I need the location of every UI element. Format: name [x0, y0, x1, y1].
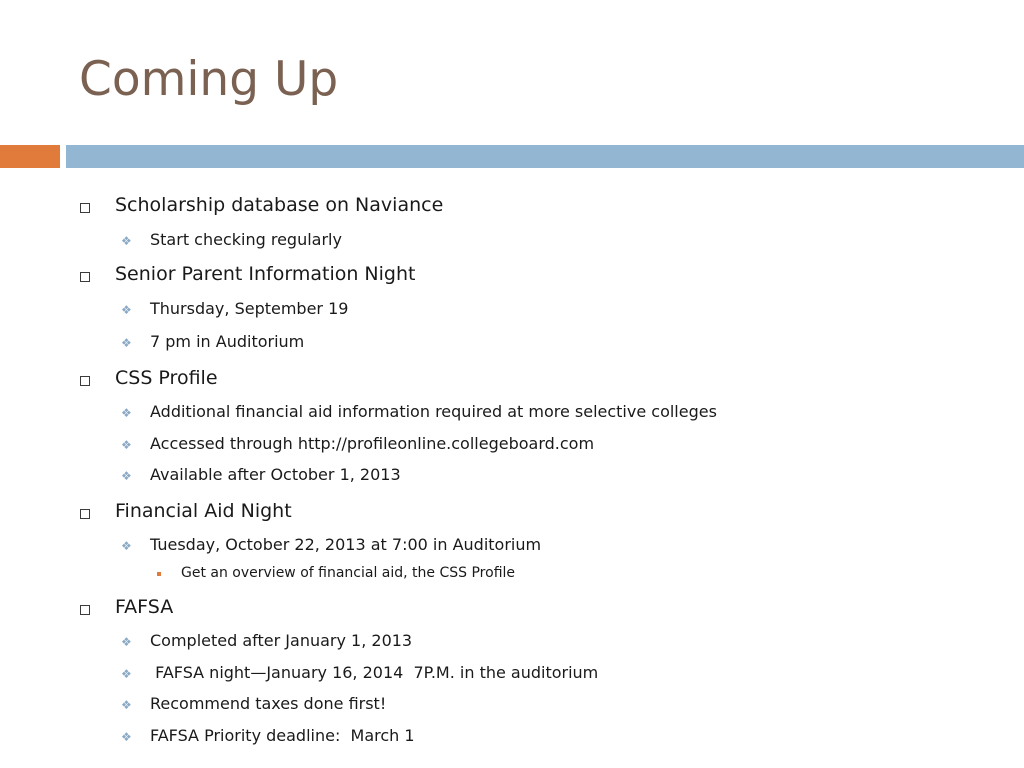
four-diamond-bullet-icon: ❖ — [121, 730, 132, 744]
sub-bullet-additional-aid: Additional financial aid information required at more selective colleges — [150, 402, 717, 421]
bullet-fafsa: FAFSA — [115, 596, 174, 618]
hollow-square-bullet-icon — [80, 203, 90, 213]
hollow-square-bullet-icon — [80, 272, 90, 282]
sub-bullet-7pm: 7 pm in Auditorium — [150, 332, 305, 351]
four-diamond-bullet-icon: ❖ — [121, 303, 132, 317]
four-diamond-bullet-icon: ❖ — [121, 336, 132, 350]
hollow-square-bullet-icon — [80, 376, 90, 386]
hollow-square-bullet-icon — [80, 605, 90, 615]
four-diamond-bullet-icon: ❖ — [121, 234, 132, 248]
hollow-square-bullet-icon — [80, 509, 90, 519]
sub-bullet-tuesday: Tuesday, October 22, 2013 at 7:00 in Auditorium — [150, 535, 542, 554]
sub-bullet-fafsa-night: FAFSA night—January 16, 2014 7P.M. in the auditorium — [150, 663, 599, 682]
four-diamond-bullet-icon: ❖ — [121, 698, 132, 712]
small-square-bullet-icon — [157, 572, 161, 576]
four-diamond-bullet-icon: ❖ — [121, 469, 132, 483]
sub-bullet-thursday: Thursday, September 19 — [150, 299, 349, 318]
slide-title: Coming Up — [79, 52, 339, 107]
four-diamond-bullet-icon: ❖ — [121, 438, 132, 452]
sub-bullet-accessed-through: Accessed through http://profileonline.collegeboard.com — [150, 434, 595, 453]
four-diamond-bullet-icon: ❖ — [121, 539, 132, 553]
four-diamond-bullet-icon: ❖ — [121, 406, 132, 420]
sub-bullet-available-after: Available after October 1, 2013 — [150, 465, 401, 484]
four-diamond-bullet-icon: ❖ — [121, 667, 132, 681]
sub-bullet-recommend-taxes: Recommend taxes done first! — [150, 694, 387, 713]
four-diamond-bullet-icon: ❖ — [121, 635, 132, 649]
sub-bullet-priority-deadline: FAFSA Priority deadline: March 1 — [150, 726, 415, 745]
sub-bullet-start-checking: Start checking regularly — [150, 230, 342, 249]
bullet-css-profile: CSS Profile — [115, 367, 218, 389]
bullet-financial-aid-night: Financial Aid Night — [115, 500, 292, 522]
sub-sub-bullet-overview: Get an overview of financial aid, the CSS Profile — [181, 565, 516, 581]
bullet-scholarship-database: Scholarship database on Naviance — [115, 194, 444, 216]
bullet-senior-parent-night: Senior Parent Information Night — [115, 263, 416, 285]
sub-bullet-completed-after: Completed after January 1, 2013 — [150, 631, 413, 650]
